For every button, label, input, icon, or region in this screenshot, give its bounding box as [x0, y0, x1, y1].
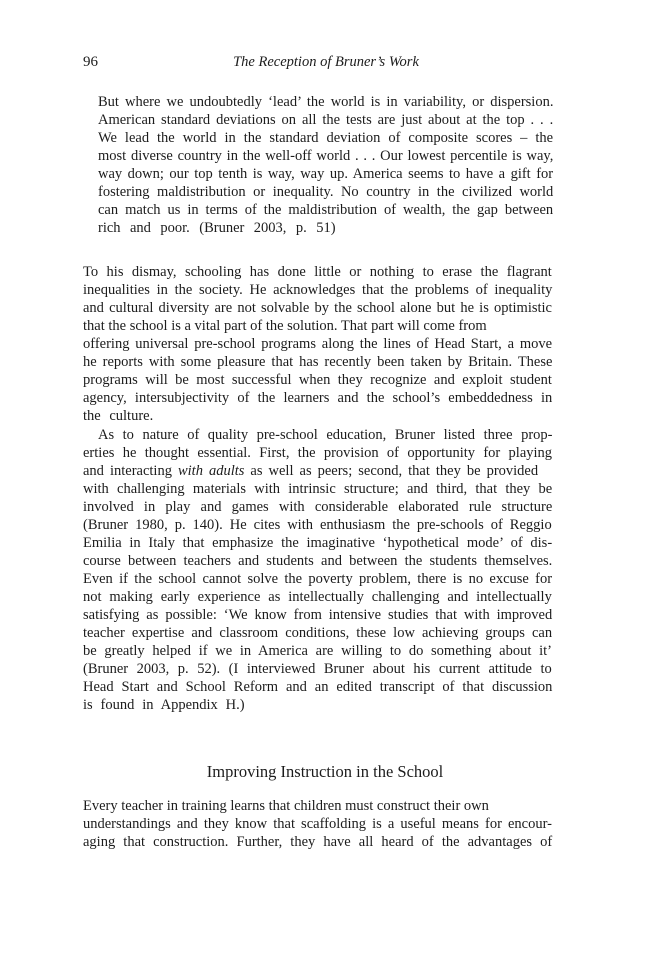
body-line: offering universal pre-school programs along the lines of Head Start, a move: [83, 336, 553, 352]
body-line: the culture.: [83, 408, 154, 424]
body-line: (Bruner 2003, p. 52). (I interviewed Bruner about his current attitude to: [83, 661, 552, 677]
quote-line: can match us in terms of the maldistribution of wealth, the gap between: [98, 202, 554, 218]
quote-line: most diverse country in the well-off world . . . Our lowest percentile is way,: [98, 148, 554, 164]
body-line: understandings and they know that scaffolding is a useful means for encour-: [83, 816, 552, 832]
body-line: As to nature of quality pre-school education, Bruner listed three prop-: [98, 427, 553, 443]
quote-line: We lead the world in the standard deviation of composite scores – the: [98, 130, 554, 146]
body-line: aging that construction. Further, they have all heard of the advantages of: [83, 834, 553, 850]
quote-line: rich and poor. (Bruner 2003, p. 51): [98, 220, 336, 236]
page-number: 96: [83, 54, 98, 70]
body-line: be greatly helped if we in America are willing to do something about it’: [83, 643, 552, 659]
body-line: satisfying as possible: ‘We know from intensive studies that with improved: [83, 607, 553, 623]
body-line: To his dismay, schooling has done little or nothing to erase the flagrant: [83, 264, 552, 280]
section-heading: Improving Instruction in the School: [206, 762, 444, 781]
body-line: Even if the school cannot solve the poverty problem, there is no excuse for: [83, 571, 553, 587]
quote-line: way down; our top tenth is way, way up. America seems to have a gift for: [98, 166, 554, 182]
body-line: that the school is a vital part of the solution. That part will come from: [83, 318, 487, 334]
body-line: [83, 462, 552, 480]
text-run: and interacting: [83, 463, 178, 479]
body-line: involved in play and games with considerable elaborated rule structure: [83, 499, 553, 515]
emphasis-with-adults: with adults: [177, 463, 245, 479]
body-line: not making early experience as intellectually challenging and intellectually: [83, 589, 552, 605]
quote-line: American standard deviations on all the tests are just about at the top . . .: [98, 112, 554, 128]
body-line: erties he thought essential. First, the provision of opportunity for playing: [83, 445, 553, 461]
body-line: course between teachers and students and between the students themselves.: [83, 553, 553, 569]
body-line: agency, intersubjectivity of the learners and the school’s embeddedness in: [83, 390, 553, 406]
body-line: Head Start and School Reform and an edited transcript of that discussion: [83, 679, 553, 695]
running-head: The Reception of Bruner’s Work: [233, 54, 419, 70]
text-run: as well as peers; second, that they be provided: [244, 463, 539, 479]
body-line: he reports with some pleasure that has recently been taken by Britain. These: [83, 354, 553, 370]
body-line: (Bruner 1980, p. 140). He cites with enthusiasm the pre-schools of Reggio: [83, 517, 552, 533]
body-line: inequalities in the society. He acknowledges that the problems of inequality: [83, 282, 553, 298]
body-line: Every teacher in training learns that children must construct their own: [83, 798, 489, 814]
quote-line: But where we undoubtedly ‘lead’ the world is in variability, or dispersion.: [98, 94, 554, 110]
body-line: Emilia in Italy that emphasize the imaginative ‘hypothetical mode’ of dis-: [83, 535, 553, 551]
body-line: with challenging materials with intrinsic structure; and third, that they be: [83, 481, 553, 497]
body-line: is found in Appendix H.): [83, 697, 245, 713]
quote-line: fostering maldistribution or inequality. No country in the civilized world: [98, 184, 554, 200]
body-line: and cultural diversity are not solvable by the school alone but he is optimistic: [83, 300, 552, 316]
body-line: teacher expertise and classroom conditions, these low achieving groups can: [83, 625, 553, 641]
body-line: programs will be most successful when they recognize and exploit student: [83, 372, 552, 388]
